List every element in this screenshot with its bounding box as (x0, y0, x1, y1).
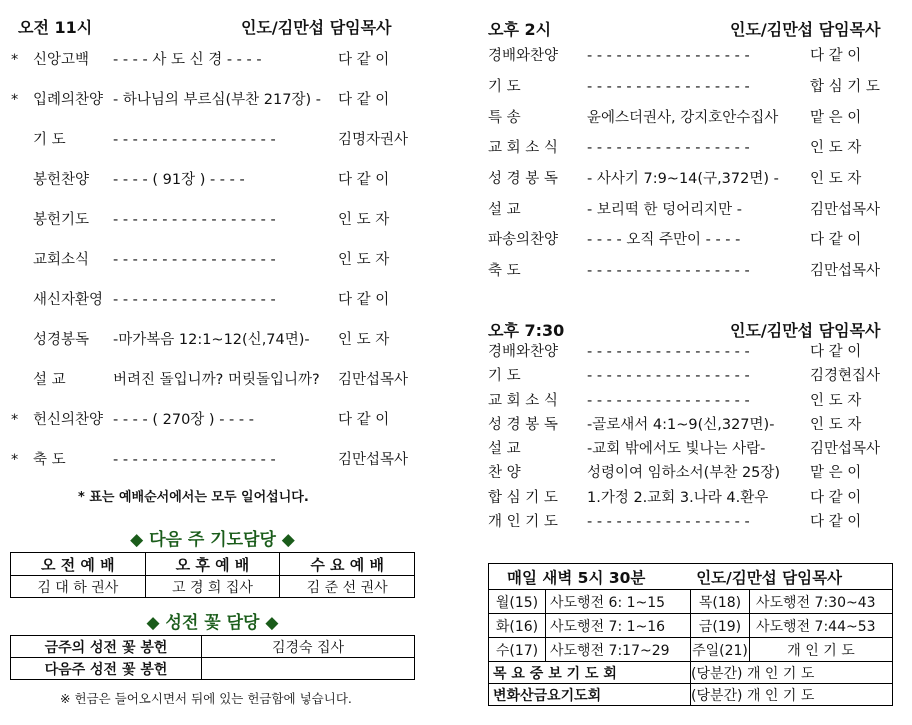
order-item-detail: - - - - - - - - - - - - - - - - - (113, 292, 276, 308)
standing-marker: * (11, 92, 19, 108)
flower-duty-title: ◆ 성전 꽃 담당 ◆ (146, 613, 279, 633)
order-item-detail: - - - - - - - - - - - - - - - - - (587, 48, 750, 64)
order-item-name: 성경봉독 (33, 332, 90, 348)
order-item-detail: - - - - - - - - - - - - - - - - - (113, 212, 276, 228)
order-item-detail: - - - - - - - - - - - - - - - - - (587, 344, 750, 360)
this-week-flower-label: 금주의 성전 꽃 봉헌 (11, 636, 202, 658)
order-item-detail: 윤에스더권사, 강지호안수집사 (587, 110, 779, 126)
order-item-person: 다 같 이 (338, 92, 390, 108)
order-item-name: 설 교 (33, 372, 66, 388)
dawn-day: 수(17) (489, 638, 546, 662)
order-item-person: 인 도 자 (338, 252, 390, 268)
order-item-detail: - 하나님의 부르심(부찬 217장) - (113, 92, 321, 108)
order-row (0, 449, 420, 471)
order-item-name: 설 교 (488, 202, 521, 218)
order-item-person: 김만섭목사 (810, 202, 881, 218)
order-item-detail: - - - - - - - - - - - - - - - - - (587, 263, 750, 279)
order-item-person: 인 도 자 (810, 417, 862, 433)
dawn-reading: 사도행전 6: 1~15 (546, 590, 691, 614)
order-item-detail: - - - - 오직 주만이 - - - - (587, 232, 741, 248)
order-row (488, 487, 898, 509)
order-row (488, 137, 898, 159)
order-row (0, 289, 420, 311)
dawn-prayer-table (488, 563, 893, 706)
order-item-person: 다 같 이 (338, 412, 390, 428)
order-row (488, 341, 898, 363)
order-row (488, 390, 898, 412)
order-item-detail: -골로새서 4:1~9(신,327면)- (587, 417, 775, 433)
order-row (488, 438, 898, 460)
evening-leader: 인도/김만섭 담임목사 (730, 321, 881, 340)
order-item-person: 다 같 이 (338, 172, 390, 188)
order-item-person: 김만섭목사 (338, 452, 409, 468)
dawn-leader: 인도/김만섭 담임목사 (696, 568, 843, 587)
order-item-name: 축 도 (33, 452, 66, 468)
order-item-detail: - - - - - - - - - - - - - - - - - (587, 368, 750, 384)
order-row (488, 168, 898, 190)
order-row (488, 107, 898, 129)
order-item-detail: - - - - - - - - - - - - - - - - - (587, 393, 750, 409)
thursday-meeting-value: (당분간) 개 인 기 도 (691, 662, 893, 684)
order-item-name: 기 도 (488, 79, 521, 95)
order-item-name: 헌신의찬양 (33, 412, 104, 428)
order-item-person: 김만섭목사 (338, 372, 409, 388)
order-item-name: 축 도 (488, 263, 521, 279)
dawn-day: 목(18) (691, 590, 750, 614)
order-item-name: 새신자환영 (33, 292, 104, 308)
order-item-name: 교회소식 (33, 252, 90, 268)
order-item-person: 다 같 이 (810, 514, 862, 530)
order-item-detail: - 사사기 7:9~14(구,372면) - (587, 171, 779, 187)
order-item-detail: - - - - ( 270장 ) - - - - (113, 412, 254, 428)
order-item-name: 설 교 (488, 441, 521, 457)
morning-leader: 인도/김만섭 담임목사 (241, 18, 392, 37)
wednesday-prayer-name: 김 준 선 권사 (280, 576, 415, 598)
dawn-reading: 사도행전 7:44~53 (750, 614, 893, 638)
morning-time: 오전 11시 (18, 18, 93, 37)
order-item-person: 다 같 이 (338, 52, 390, 68)
order-row (488, 462, 898, 484)
standing-marker: * (11, 452, 19, 468)
order-row (0, 129, 420, 151)
next-week-flower-value (202, 658, 415, 680)
offering-note: ※ 헌금은 들어오시면서 뒤에 있는 헌금함에 넣습니다. (60, 691, 352, 706)
prayer-duty-table (10, 552, 415, 598)
order-item-detail: 버려진 돌입니까? 머릿돌입니까? (113, 372, 320, 388)
order-item-name: 경배와찬양 (488, 48, 559, 64)
order-item-name: 합 심 기 도 (488, 490, 558, 506)
order-item-name: 성 경 봉 독 (488, 417, 558, 433)
order-item-name: 개 인 기 도 (488, 514, 558, 530)
friday-meeting-name: 변화산금요기도회 (489, 684, 691, 706)
order-item-detail: 1.가정 2.교회 3.나라 4.환우 (587, 490, 769, 506)
order-item-detail: - - - - 사 도 신 경 - - - - (113, 52, 262, 68)
order-row (0, 169, 420, 191)
standing-marker: * (11, 412, 19, 428)
order-item-name: 봉헌기도 (33, 212, 90, 228)
order-row (488, 45, 898, 67)
order-item-detail: -교회 밖에서도 빛나는 사람- (587, 441, 766, 457)
order-item-name: 성 경 봉 독 (488, 171, 558, 187)
order-row (488, 511, 898, 533)
order-row (488, 365, 898, 387)
friday-meeting-value: (당분간) 개 인 기 도 (691, 684, 893, 706)
order-item-person: 맡 은 이 (810, 465, 862, 481)
order-item-person: 김만섭목사 (810, 263, 881, 279)
morning-prayer-name: 김 대 하 권사 (11, 576, 146, 598)
order-item-name: 교 회 소 식 (488, 140, 558, 156)
order-row (0, 89, 420, 111)
dawn-title: 매일 새벽 5시 30분 (507, 568, 646, 587)
order-item-name: 봉헌찬양 (33, 172, 90, 188)
dawn-reading: 사도행전 7:17~29 (546, 638, 691, 662)
order-row (0, 249, 420, 271)
dawn-day: 주일(21) (691, 638, 750, 662)
order-item-detail: - - - - - - - - - - - - - - - - - (587, 514, 750, 530)
order-item-person: 김만섭목사 (810, 441, 881, 457)
order-item-person: 다 같 이 (810, 232, 862, 248)
wednesday-service-header: 수 요 예 배 (280, 553, 415, 576)
order-item-person: 인 도 자 (810, 140, 862, 156)
dawn-day: 화(16) (489, 614, 546, 638)
next-week-flower-label: 다음주 성전 꽃 봉헌 (11, 658, 202, 680)
order-row (488, 414, 898, 436)
order-item-detail: - - - - - - - - - - - - - - - - - (587, 140, 750, 156)
dawn-reading: 개 인 기 도 (750, 638, 893, 662)
order-item-person: 인 도 자 (810, 393, 862, 409)
dawn-day: 월(15) (489, 590, 546, 614)
flower-duty-table (10, 635, 415, 680)
order-item-detail: - - - - - - - - - - - - - - - - - (113, 132, 276, 148)
dawn-reading: 사도행전 7:30~43 (750, 590, 893, 614)
order-item-person: 다 같 이 (810, 490, 862, 506)
this-week-flower-value: 김경숙 집사 (202, 636, 415, 658)
standing-note: * 표는 예배순서에서는 모두 일어섭니다. (78, 490, 309, 505)
order-item-person: 합 심 기 도 (810, 79, 880, 95)
order-item-detail: - 보리떡 한 덩어리지만 - (587, 202, 742, 218)
order-row (488, 199, 898, 221)
afternoon-service-header: 오 후 예 배 (145, 553, 280, 576)
order-item-name: 입례의찬양 (33, 92, 104, 108)
order-row (488, 229, 898, 251)
order-row (488, 76, 898, 98)
prayer-duty-title: ◆ 다음 주 기도담당 ◆ (130, 530, 295, 550)
order-item-person: 인 도 자 (338, 332, 390, 348)
order-item-person: 김경현집사 (810, 368, 881, 384)
afternoon-time: 오후 2시 (488, 20, 552, 39)
order-item-person: 인 도 자 (810, 171, 862, 187)
afternoon-leader: 인도/김만섭 담임목사 (730, 20, 881, 39)
order-row (0, 369, 420, 391)
order-row (0, 329, 420, 351)
order-item-detail: -마가복음 12:1~12(신,74면)- (113, 332, 310, 348)
order-item-person: 다 같 이 (810, 344, 862, 360)
thursday-meeting-name: 목 요 중 보 기 도 회 (489, 662, 691, 684)
order-item-name: 교 회 소 식 (488, 393, 558, 409)
morning-service-header: 오 전 예 배 (11, 553, 146, 576)
dawn-reading: 사도행전 7: 1~16 (546, 614, 691, 638)
order-row (0, 409, 420, 431)
order-row (0, 209, 420, 231)
order-item-person: 다 같 이 (810, 48, 862, 64)
order-item-person: 김명자권사 (338, 132, 409, 148)
order-row (0, 49, 420, 71)
order-item-detail: - - - - - - - - - - - - - - - - - (113, 252, 276, 268)
order-item-name: 파송의찬양 (488, 232, 559, 248)
order-item-name: 기 도 (33, 132, 66, 148)
order-item-name: 경배와찬양 (488, 344, 559, 360)
order-item-detail: - - - - - - - - - - - - - - - - - (587, 79, 750, 95)
order-row (488, 260, 898, 282)
order-item-name: 찬 양 (488, 465, 521, 481)
order-item-name: 신앙고백 (33, 52, 90, 68)
order-item-person: 맡 은 이 (810, 110, 862, 126)
order-item-detail: - - - - - - - - - - - - - - - - - (113, 452, 276, 468)
dawn-day: 금(19) (691, 614, 750, 638)
afternoon-prayer-name: 고 경 희 집사 (145, 576, 280, 598)
order-item-detail: - - - - ( 91장 ) - - - - (113, 172, 245, 188)
evening-time: 오후 7:30 (488, 321, 565, 340)
standing-marker: * (11, 52, 19, 68)
order-item-person: 다 같 이 (338, 292, 390, 308)
order-item-detail: 성령이여 임하소서(부찬 25장) (587, 465, 781, 481)
order-item-person: 인 도 자 (338, 212, 390, 228)
order-item-name: 기 도 (488, 368, 521, 384)
order-item-name: 특 송 (488, 110, 521, 126)
